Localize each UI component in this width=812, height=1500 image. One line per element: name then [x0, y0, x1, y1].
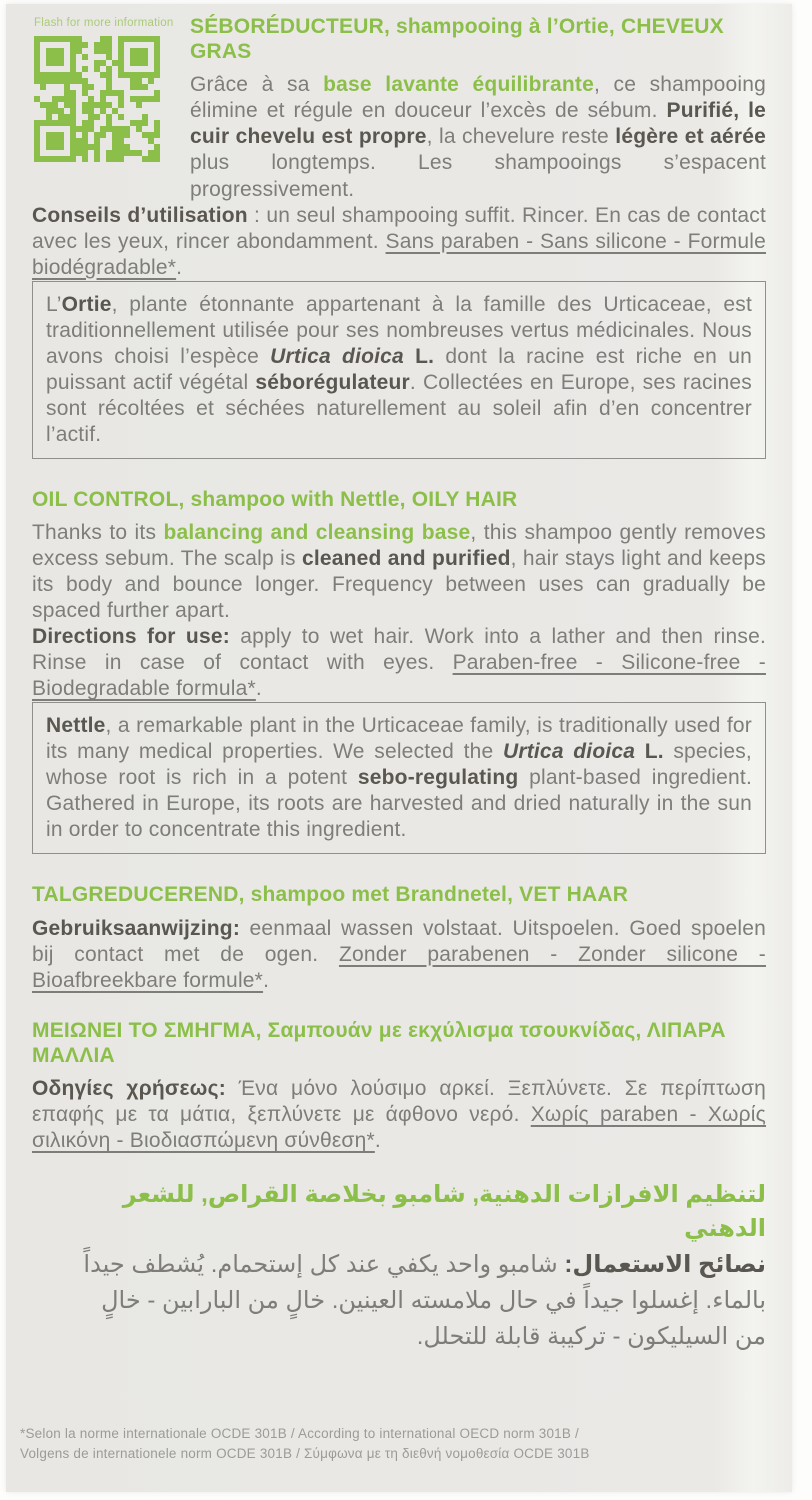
- dutch-section: [32, 882, 766, 993]
- english-directions-paragraph: Directions for use: apply to wet hair. Work into a lather and then rinse. Rinse in case of contact with eyes. Paraben-free - Silicone-free - Biodegradable formula*.: [32, 625, 766, 701]
- french-usage-paragraph: Conseils d’utilisation : un seul shampooing suffit. Rincer. En cas de contact avec les yeux, rincer abondamment. Sans paraben - Sans silicone - Formule biodégradable*.: [32, 203, 766, 279]
- french-intro-paragraph: Grâce à sa base lavante équilibrante, ce shampooing élimine et régule en douceur l’excès de sébum. Purifié, le cuir chevelu est propre, la chevelure reste légère et aérée plus longtemps. Les shampooings s’espacent progressivement.: [190, 73, 767, 201]
- english-ingredient-box: Nettle, a remarkable plant in the Urticaceae family, is traditionally used for its many medical properties. We selected the Urtica dioica L. species, whose root is rich in a potent sebo-regulating plant-based ingredient. Gathered in Europe, its roots are harvested and dried naturally in the sun in order to concentrate this ingredient.: [32, 702, 766, 854]
- french-heading: SÉBORÉDUCTEUR, shampooing à l’Ortie, CHEVEUX GRAS: [190, 15, 724, 64]
- qr-block: [32, 14, 184, 162]
- header-row: [32, 14, 766, 203]
- greek-usage-paragraph: Οδηγίες χρήσεως: Ένα μόνο λούσιμο αρκεί. Ξεπλύνετε. Σε περίπτωση επαφής με τα μάτια, ξεπλύνετε με άφθονο νερό. Χωρίς paraben - Χωρίς σιλικόνη - Βιοδιασπώμενη σύνθεση*.: [32, 1077, 766, 1153]
- product-label: [6, 4, 792, 1492]
- dutch-heading: TALGREDUCEREND, shampoo met Brandnetel, VET HAAR: [32, 883, 629, 907]
- french-section: [190, 14, 766, 203]
- arabic-section: [32, 1178, 766, 1355]
- arabic-usage-paragraph: نصائح الاستعمال: شامبو واحد يكفي عند كل إستحمام. يُشطف جيداً بالماء. إغسلوا جيداً في حال ملامسته العينين. خالٍ من البارابين - خالٍ من السيليكون - تركيبة قابلة للتحلل.: [83, 1251, 766, 1351]
- footnote-line-1: *Selon la norme internationale OCDE 301B / According to international OECD norm 301B /: [20, 1425, 579, 1441]
- french-ingredient-box: L’Ortie, plante étonnante appartenant à la famille des Urticaceae, est traditionnellement utilisée pour ses nombreuses vertus médicinales. Nous avons choisi l’espèce Urtica dioica L. dont la racine est riche en un puissant actif végétal séborégulateur. Collectées en Europe, ses racines sont récoltées et séchées naturellement au soleil afin d’en concentrer l’actif.: [32, 281, 766, 459]
- greek-heading: ΜΕΙΩΝΕΙ ΤΟ ΣΜΗΓΜΑ, Σαμπουάν με εκχύλισμα τσουκνίδας, ΛΙΠΑΡΑ ΜΑΛΛΙΑ: [32, 1018, 726, 1067]
- english-intro-paragraph: Thanks to its balancing and cleansing base, this shampoo gently removes excess sebum. The scalp is cleaned and purified, hair stays light and keeps its body and bounce longer. Frequency between uses can gradually be spaced further apart.: [32, 521, 766, 623]
- footnote: [20, 1424, 778, 1465]
- arabic-heading: لتنظيم الافرازات الدهنية, شامبو بخلاصة القراص, للشعر الدهني: [122, 1181, 766, 1242]
- qr-caption: Flash for more information: [34, 17, 174, 29]
- english-heading: OIL CONTROL, shampoo with Nettle, OILY HAIR: [32, 487, 518, 511]
- dutch-usage-paragraph: Gebruiksaanwijzing: eenmaal wassen volstaat. Uitspoelen. Goed spoelen bij contact met de ogen. Zonder parabenen - Zonder silicone - Bioafbreekbare formule*.: [32, 916, 766, 992]
- footnote-line-2: Volgens de internationele norm OCDE 301B / Σύμφωνα με τη διεθνή νομοθεσία OCDE 301B: [20, 1445, 590, 1461]
- english-section: [32, 487, 766, 702]
- greek-section: [32, 1018, 766, 1154]
- qr-code-icon: [34, 36, 160, 162]
